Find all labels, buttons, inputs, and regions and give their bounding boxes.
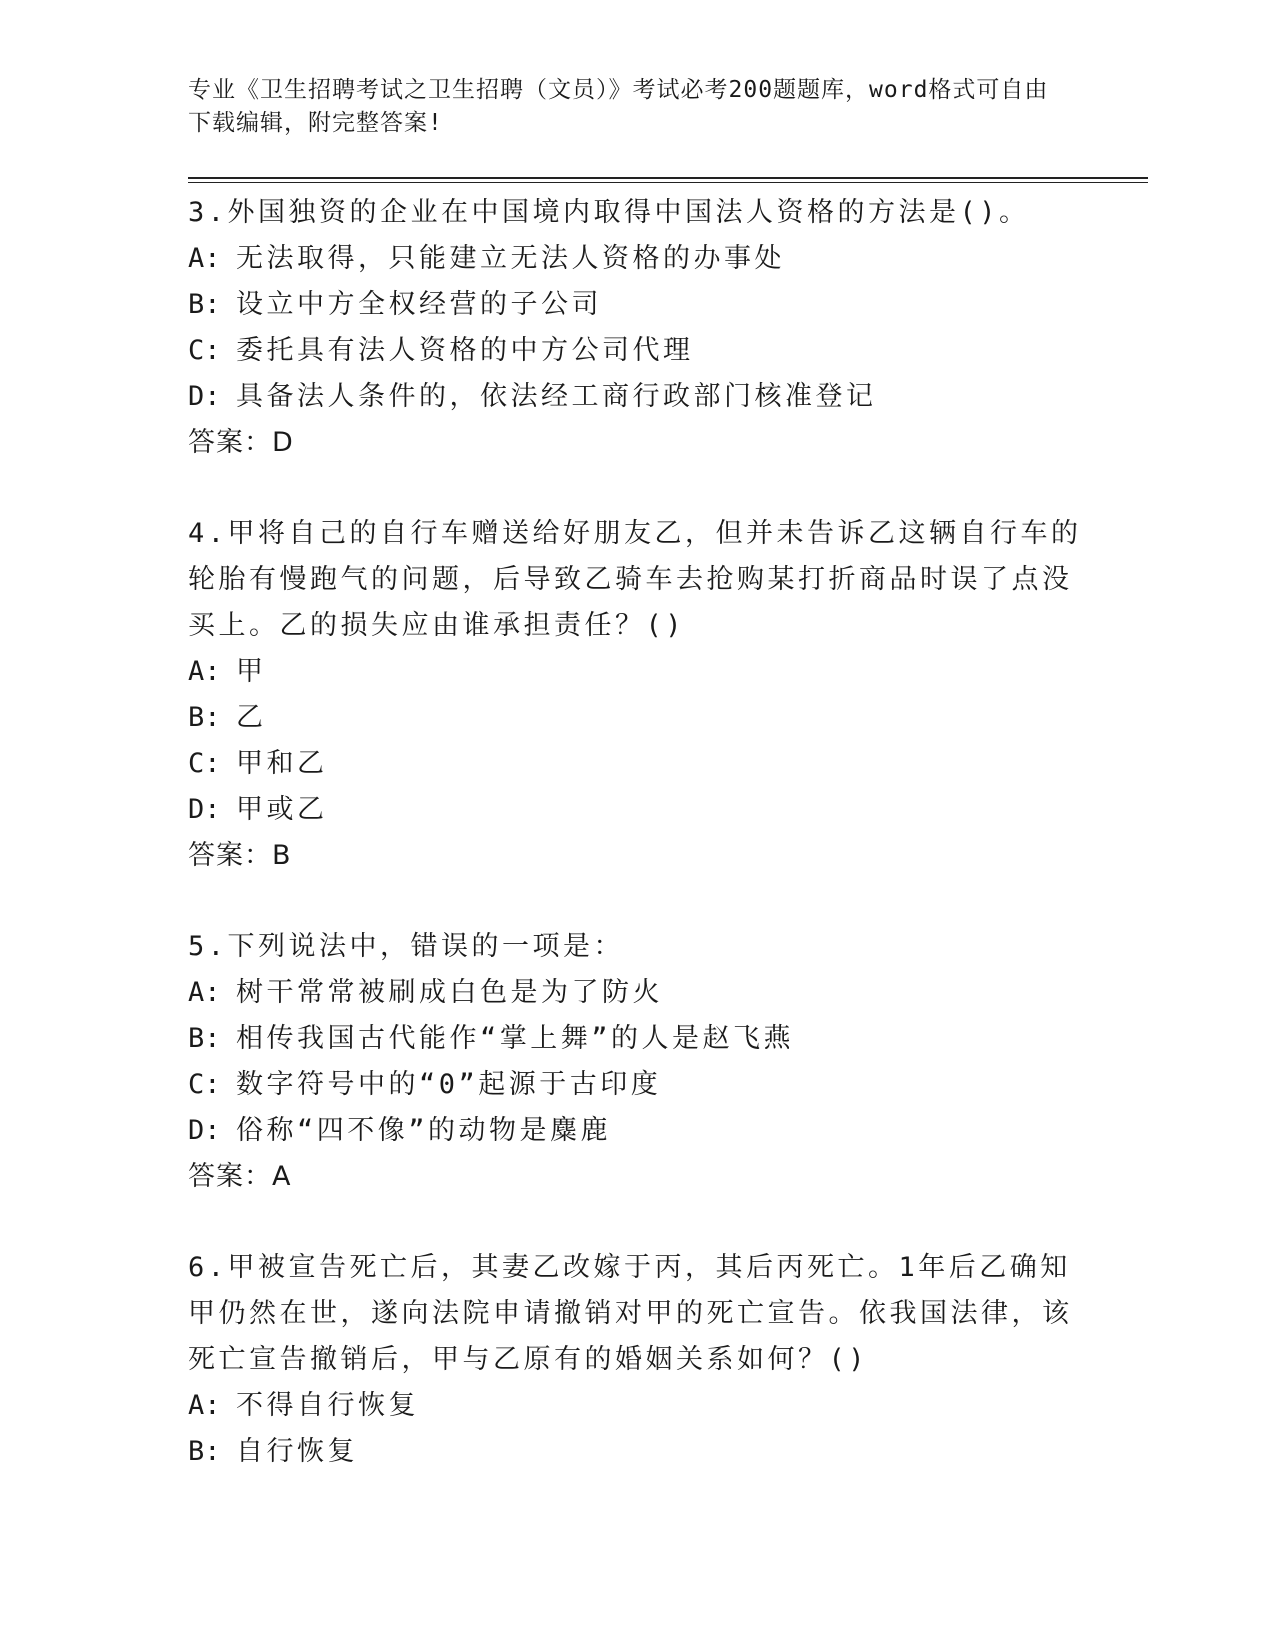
header-rule-thick xyxy=(188,177,1148,179)
option-text: 数字符号中的“0”起源于古印度 xyxy=(236,1069,662,1100)
option-a xyxy=(188,1383,1088,1429)
option-d xyxy=(188,787,1088,833)
option-text: 不得自行恢复 xyxy=(236,1390,419,1421)
option-text: 俗称“四不像”的动物是麋鹿 xyxy=(236,1115,612,1146)
question-5 xyxy=(188,924,1088,1200)
option-text: 乙 xyxy=(236,702,267,733)
option-text: 甲或乙 xyxy=(236,794,328,825)
option-a xyxy=(188,236,1088,282)
option-a xyxy=(188,649,1088,695)
option-text: 树干常常被刷成白色是为了防火 xyxy=(236,977,663,1008)
question-list xyxy=(188,190,1088,1520)
option-key: C: xyxy=(188,1069,221,1100)
option-key: C: xyxy=(188,748,221,779)
option-a xyxy=(188,970,1088,1016)
option-c xyxy=(188,741,1088,787)
question-text: 3.外国独资的企业在中国境内取得中国法人资格的方法是()。 xyxy=(188,197,1030,228)
option-key: B: xyxy=(188,1436,221,1467)
option-key: D: xyxy=(188,1115,221,1146)
option-text: 具备法人条件的，依法经工商行政部门核准登记 xyxy=(236,381,877,412)
option-d xyxy=(188,374,1088,420)
option-text: 甲 xyxy=(236,656,267,687)
option-key: D: xyxy=(188,381,221,412)
option-text: 无法取得，只能建立无法人资格的办事处 xyxy=(236,243,785,274)
question-3 xyxy=(188,190,1088,466)
option-key: C: xyxy=(188,335,221,366)
option-text: 甲和乙 xyxy=(236,748,328,779)
option-text: 设立中方全权经营的子公司 xyxy=(236,289,602,320)
option-key: B: xyxy=(188,702,221,733)
question-6 xyxy=(188,1245,1088,1475)
option-key: A: xyxy=(188,243,221,274)
answer: 答案：D xyxy=(188,427,294,458)
option-key: B: xyxy=(188,1023,221,1054)
option-key: A: xyxy=(188,977,221,1008)
option-b xyxy=(188,282,1088,328)
document-header xyxy=(188,74,1068,140)
option-key: B: xyxy=(188,289,221,320)
header-rule-thin xyxy=(188,182,1148,183)
option-text: 自行恢复 xyxy=(236,1436,358,1467)
option-key: D: xyxy=(188,794,221,825)
header-title: 专业《卫生招聘考试之卫生招聘（文员）》考试必考200题题库，word格式可自由下载编辑，附完整答案! xyxy=(188,77,1049,136)
question-text: 5.下列说法中，错误的一项是： xyxy=(188,931,625,962)
option-c xyxy=(188,1062,1088,1108)
option-b xyxy=(188,1016,1088,1062)
option-key: A: xyxy=(188,656,221,687)
answer: 答案：A xyxy=(188,1161,292,1192)
answer: 答案：B xyxy=(188,840,292,871)
option-c xyxy=(188,328,1088,374)
option-text: 相传我国古代能作“掌上舞”的人是赵飞燕 xyxy=(236,1023,795,1054)
question-text: 6.甲被宣告死亡后，其妻乙改嫁于丙，其后丙死亡。1年后乙确知甲仍然在世，遂向法院申请撤销对甲的死亡宣告。依我国法律，该死亡宣告撤销后，甲与乙原有的婚姻关系如何？() xyxy=(188,1252,1073,1375)
option-text: 委托具有法人资格的中方公司代理 xyxy=(236,335,694,366)
option-key: A: xyxy=(188,1390,221,1421)
question-text: 4.甲将自己的自行车赠送给好朋友乙，但并未告诉乙这辆自行车的轮胎有慢跑气的问题，后导致乙骑车去抢购某打折商品时误了点没买上。乙的损失应由谁承担责任？() xyxy=(188,518,1082,641)
option-b xyxy=(188,1429,1088,1475)
question-4 xyxy=(188,511,1088,879)
option-b xyxy=(188,695,1088,741)
option-d xyxy=(188,1108,1088,1154)
